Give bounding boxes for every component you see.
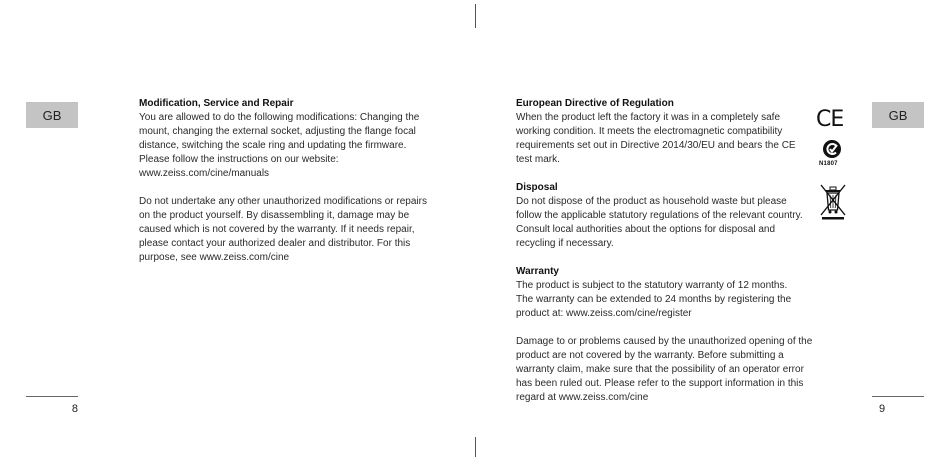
right-page-content xyxy=(516,97,814,419)
c-tick-code: N1807 xyxy=(819,161,838,167)
warranty-note-paragraph: Damage to or problems caused by the unauthorized opening of the product are not covered by the warranty. Before submitting a warranty claim, make sure that the possibility of an operator error has been ruled out. Please refer to the support information in this regard at www.zeiss.com/cine xyxy=(516,336,813,403)
footer-left xyxy=(26,396,78,415)
footer-right xyxy=(872,396,924,415)
directive-heading: European Directive of Regulation xyxy=(516,98,674,109)
warranty-period-line: The product is subject to the statutory warranty of 12 months. xyxy=(516,280,788,291)
page-number-left: 8 xyxy=(71,403,78,415)
repair-paragraph: Do not undertake any other unauthorized modifications or repairs on the product yourself. By disassembling it, damage may be caused which is not covered by the warranty. If it needs repair, please contact your authorized dealer and distributor. For this purpose, see www.zeiss.com/cine xyxy=(139,196,427,263)
page-number-right: 9 xyxy=(879,403,886,415)
certification-marks xyxy=(816,107,848,167)
crop-mark-top xyxy=(475,4,476,28)
disposal-paragraph: Do not dispose of the product as household waste but please follow the applicable statutory regulations of the relevant country. Consult local authorities about the options for disposal and recycling if necessary. xyxy=(516,196,803,249)
modification-paragraph: You are allowed to do the following modifications: Changing the mount, changing the external socket, adjusting the flange focal distance, switching the scale ring and updating the firmware. Please follow the instructions on our website: www.zeiss.com/cine/manuals xyxy=(139,112,420,179)
c-tick-icon xyxy=(822,139,842,159)
crop-mark-bottom xyxy=(475,437,476,457)
warranty-extension-line: The warranty can be extended to 24 months by registering the product at: www.zeiss.com/cine/register xyxy=(516,294,792,319)
warranty-heading: Warranty xyxy=(516,266,559,277)
modification-heading: Modification, Service and Repair xyxy=(139,98,294,109)
ce-mark-icon: CE xyxy=(816,107,844,132)
directive-paragraph: When the product left the factory it was in a completely safe working condition. It meets the electromagnetic compatibility requirements set out in Directive 2014/30/EU and bears the CE test mark. xyxy=(516,112,796,165)
disposal-heading: Disposal xyxy=(516,182,558,193)
language-tab-right: GB xyxy=(872,102,924,128)
weee-crossed-bin-icon xyxy=(818,182,848,220)
language-tab-left: GB xyxy=(26,102,78,128)
left-page-content xyxy=(139,97,439,279)
